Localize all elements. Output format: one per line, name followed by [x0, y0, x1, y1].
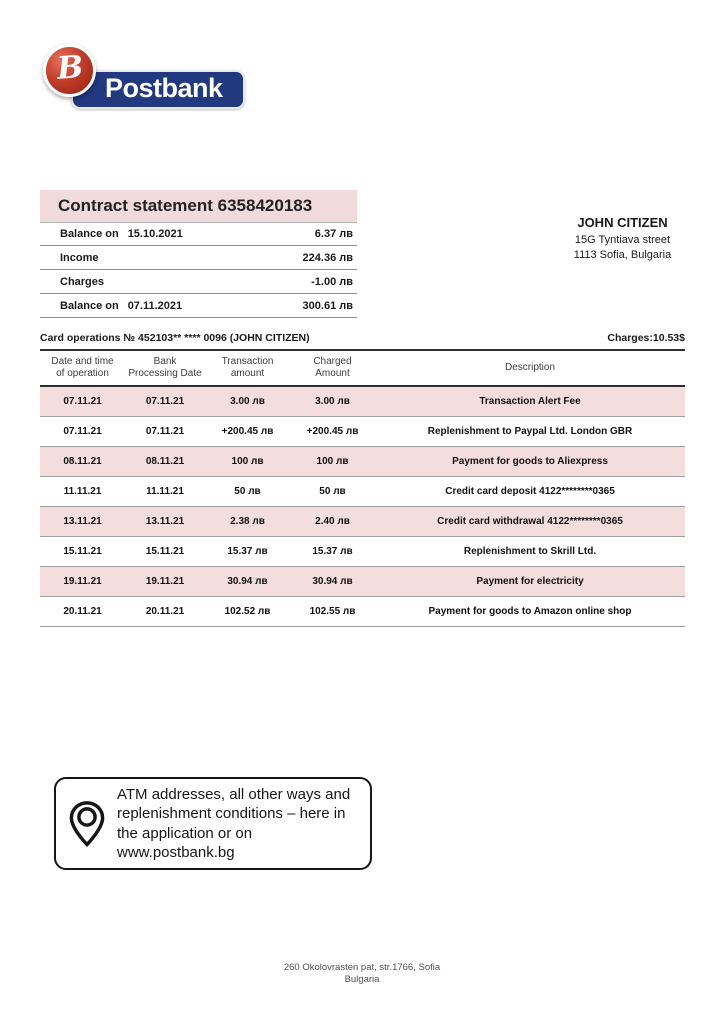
cell-description: Replenishment to Skrill Ltd.: [463, 546, 597, 557]
cell-transaction-amount: 102.52 лв: [224, 606, 271, 617]
customer-name: JOHN CITIZEN: [577, 215, 668, 230]
location-pin-icon: [69, 800, 105, 848]
cell-description: Credit card withdrawal 4122********0365: [437, 516, 623, 527]
footer-line2: Bulgaria: [344, 974, 380, 985]
cell-transaction-amount: 3.00 лв: [230, 396, 265, 407]
balance-row-value: 300.61 лв: [302, 299, 353, 312]
cell-operation-date: 20.11.21: [63, 606, 102, 617]
logo-wordmark: Postbank: [105, 73, 223, 103]
cell-processing-date: 07.11.21: [145, 396, 185, 407]
cell-charged-amount: 15.37 лв: [312, 546, 353, 557]
customer-city: 1113 Sofia, Bulgaria: [573, 249, 672, 261]
cell-charged-amount: 3.00 лв: [315, 396, 350, 407]
balance-row-label: Charges: [60, 275, 105, 288]
footer-address: [0, 962, 724, 986]
logo-circle: [43, 44, 96, 97]
cell-processing-date: 15.11.21: [145, 546, 185, 557]
logo-monogram-b-icon: B: [56, 49, 85, 87]
balance-row-income: [40, 246, 357, 270]
column-header-charged-amount: Charged Amount: [313, 356, 352, 379]
balance-row-value: 224.36 лв: [302, 251, 353, 264]
cell-description: Payment for electricity: [476, 576, 584, 587]
balance-row-value: -1.00 лв: [311, 275, 353, 288]
table-row: [40, 387, 685, 417]
customer-address-block: [540, 215, 705, 263]
card-operations-titlebar: [40, 332, 685, 344]
cell-processing-date: 19.11.21: [145, 576, 185, 587]
card-operations-title: Card operations № 452103** **** 0096 (JOHN CITIZEN): [40, 332, 310, 344]
table-row: [40, 477, 685, 507]
operations-table: [40, 349, 685, 627]
balance-row-value: 6.37 лв: [314, 228, 353, 240]
balance-row-opening: [40, 222, 357, 246]
cell-processing-date: 07.11.21: [145, 426, 185, 437]
footer-line1: 260 Okolovrasten pat, str.1766, Sofia: [283, 962, 441, 973]
column-header-date-time: Date and time of operation: [51, 356, 114, 379]
operations-tbody: [40, 387, 685, 627]
table-row: [40, 507, 685, 537]
balance-row-label: Income: [60, 251, 99, 264]
balance-row-label: Balance on 07.11.2021: [60, 299, 183, 312]
cell-operation-date: 07.11.21: [63, 426, 102, 437]
cell-operation-date: 11.11.21: [63, 486, 102, 497]
cell-operation-date: 19.11.21: [63, 576, 102, 587]
cell-description: Payment for goods to Amazon online shop: [428, 606, 632, 617]
cell-charged-amount: 2.40 лв: [315, 516, 350, 527]
cell-description: Payment for goods to Aliexpress: [452, 456, 608, 467]
table-row: [40, 597, 685, 627]
cell-processing-date: 08.11.21: [145, 456, 185, 467]
table-row: [40, 567, 685, 597]
cell-charged-amount: +200.45 лв: [306, 426, 359, 437]
card-operations-charges: Charges:10.53$: [607, 332, 685, 344]
atm-notice-text: ATM addresses, all other ways and replenishment conditions – here in the application or on www.postbank.bg: [117, 785, 351, 861]
cell-processing-date: 13.11.21: [145, 516, 185, 527]
cell-operation-date: 07.11.21: [63, 396, 102, 407]
balance-row-closing: [40, 294, 357, 318]
cell-charged-amount: 100 лв: [316, 456, 349, 467]
cell-transaction-amount: 50 лв: [234, 486, 261, 497]
cell-operation-date: 08.11.21: [63, 456, 102, 467]
cell-charged-amount: 30.94 лв: [312, 576, 353, 587]
cell-description: Transaction Alert Fee: [479, 396, 581, 407]
cell-transaction-amount: 100 лв: [231, 456, 264, 467]
balance-row-date: 07.11.2021: [127, 299, 183, 312]
cell-charged-amount: 50 лв: [319, 486, 346, 497]
cell-charged-amount: 102.55 лв: [309, 606, 356, 617]
cell-description: Replenishment to Paypal Ltd. London GBR: [427, 426, 633, 437]
cell-transaction-amount: 15.37 лв: [227, 546, 268, 557]
cell-transaction-amount: 30.94 лв: [227, 576, 268, 587]
customer-street: 15G Tyntiava street: [574, 234, 671, 246]
column-header-processing-date: Bank Processing Date: [128, 356, 202, 379]
cell-transaction-amount: 2.38 лв: [230, 516, 265, 527]
logo-pill: [71, 70, 245, 109]
balance-row-date: 15.10.2021: [127, 228, 183, 240]
column-header-transaction-amount: Transaction amount: [221, 356, 274, 379]
cell-processing-date: 20.11.21: [145, 606, 185, 617]
cell-operation-date: 13.11.21: [63, 516, 102, 527]
operations-table-header: [40, 349, 685, 387]
cell-description: Credit card deposit 4122********0365: [445, 486, 615, 497]
cell-transaction-amount: +200.45 лв: [221, 426, 274, 437]
balance-row-label: Balance on 15.10.2021: [60, 228, 183, 240]
table-row: [40, 537, 685, 567]
column-header-description: Description: [504, 362, 556, 373]
postbank-logo: [43, 44, 253, 116]
table-row: [40, 417, 685, 447]
balance-summary-table: [40, 222, 357, 318]
statement-title: Contract statement 6358420183: [40, 190, 357, 222]
atm-notice-box: [54, 777, 372, 870]
balance-row-charges: [40, 270, 357, 294]
table-row: [40, 447, 685, 477]
cell-processing-date: 11.11.21: [146, 486, 184, 497]
cell-operation-date: 15.11.21: [63, 546, 102, 557]
